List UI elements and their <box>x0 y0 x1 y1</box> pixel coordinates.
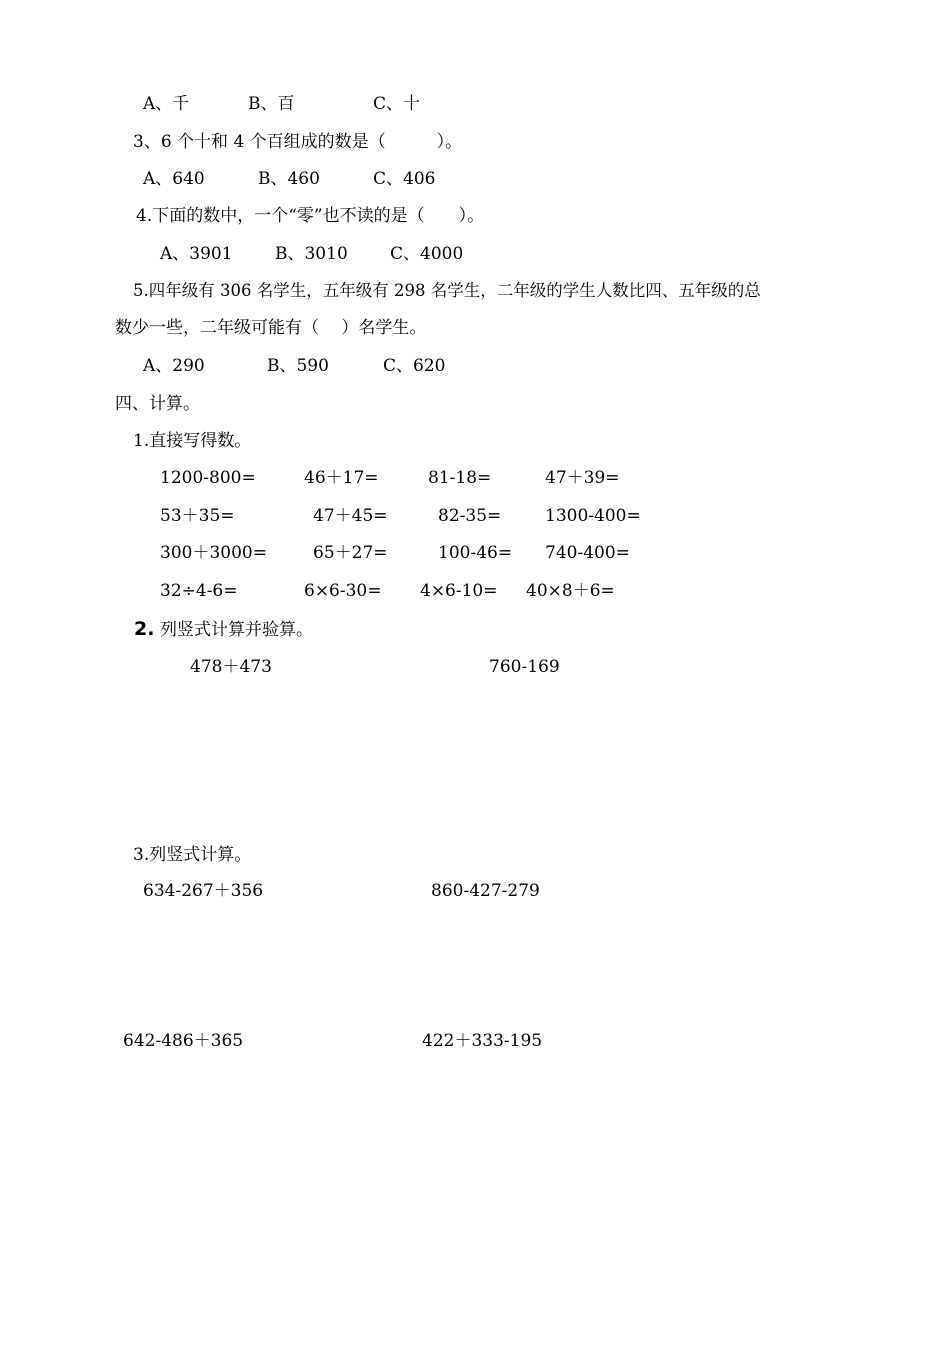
q5-option-b: B、590 <box>267 356 329 376</box>
part1-title: 1.直接写得数。 <box>133 431 252 451</box>
vertical-calc-item: 642-486＋365 <box>123 1031 244 1051</box>
q3-option-b: B、460 <box>258 169 320 189</box>
q4-option-a: A、3901 <box>160 244 233 264</box>
oral-calc-item: 300＋3000= <box>160 543 267 563</box>
oral-calc-item: 1300-400= <box>545 506 641 526</box>
vertical-calc-item: 634-267＋356 <box>143 881 264 901</box>
vertical-calc-item: 422＋333-195 <box>422 1031 543 1051</box>
q2-option-b: B、百 <box>248 94 295 114</box>
q3-stem: 3、6 个十和 4 个百组成的数是（ ）。 <box>133 132 463 152</box>
q5-option-c: C、620 <box>383 356 446 376</box>
oral-calc-item: 81-18= <box>428 468 492 488</box>
section-title: 四、计算。 <box>115 394 200 414</box>
oral-calc-item: 65＋27= <box>313 543 388 563</box>
oral-calc-item: 53＋35= <box>160 506 235 526</box>
oral-calc-item: 740-400= <box>545 543 630 563</box>
part2-title: 列竖式计算并验算。 <box>160 620 313 640</box>
oral-calc-item: 1200-800= <box>160 468 256 488</box>
q4-option-b: B、3010 <box>275 244 348 264</box>
q2-option-a: A、千 <box>143 94 190 114</box>
q5-option-a: A、290 <box>143 356 205 376</box>
oral-calc-item: 82-35= <box>438 506 502 526</box>
q3-option-c: C、406 <box>373 169 436 189</box>
q5-stem-line2: 数少一些，二年级可能有（ ）名学生。 <box>115 318 427 338</box>
vertical-calc-item: 860-427-279 <box>431 881 540 901</box>
part2-number: 2. <box>134 618 155 640</box>
q2-option-c: C、十 <box>373 94 421 114</box>
oral-calc-item: 47＋45= <box>313 506 388 526</box>
q3-option-a: A、640 <box>143 169 205 189</box>
q5-stem-line1: 5.四年级有 306 名学生，五年级有 298 名学生，二年级的学生人数比四、五年级的总 <box>133 281 761 300</box>
oral-calc-item: 100-46= <box>438 543 513 563</box>
q4-option-c: C、4000 <box>390 244 464 264</box>
oral-calc-item: 47＋39= <box>545 468 620 488</box>
q4-stem: 4.下面的数中，一个“零”也不读的是（ ）。 <box>136 206 485 226</box>
part3-title: 3.列竖式计算。 <box>133 845 252 865</box>
oral-calc-item: 4×6-10= <box>420 581 498 601</box>
oral-calc-item: 32÷4-6= <box>160 581 238 601</box>
vertical-calc-item: 478＋473 <box>190 657 272 677</box>
oral-calc-item: 40×8＋6= <box>526 581 615 601</box>
oral-calc-item: 46＋17= <box>304 468 379 488</box>
oral-calc-item: 6×6-30= <box>304 581 382 601</box>
vertical-calc-item: 760-169 <box>489 657 560 677</box>
